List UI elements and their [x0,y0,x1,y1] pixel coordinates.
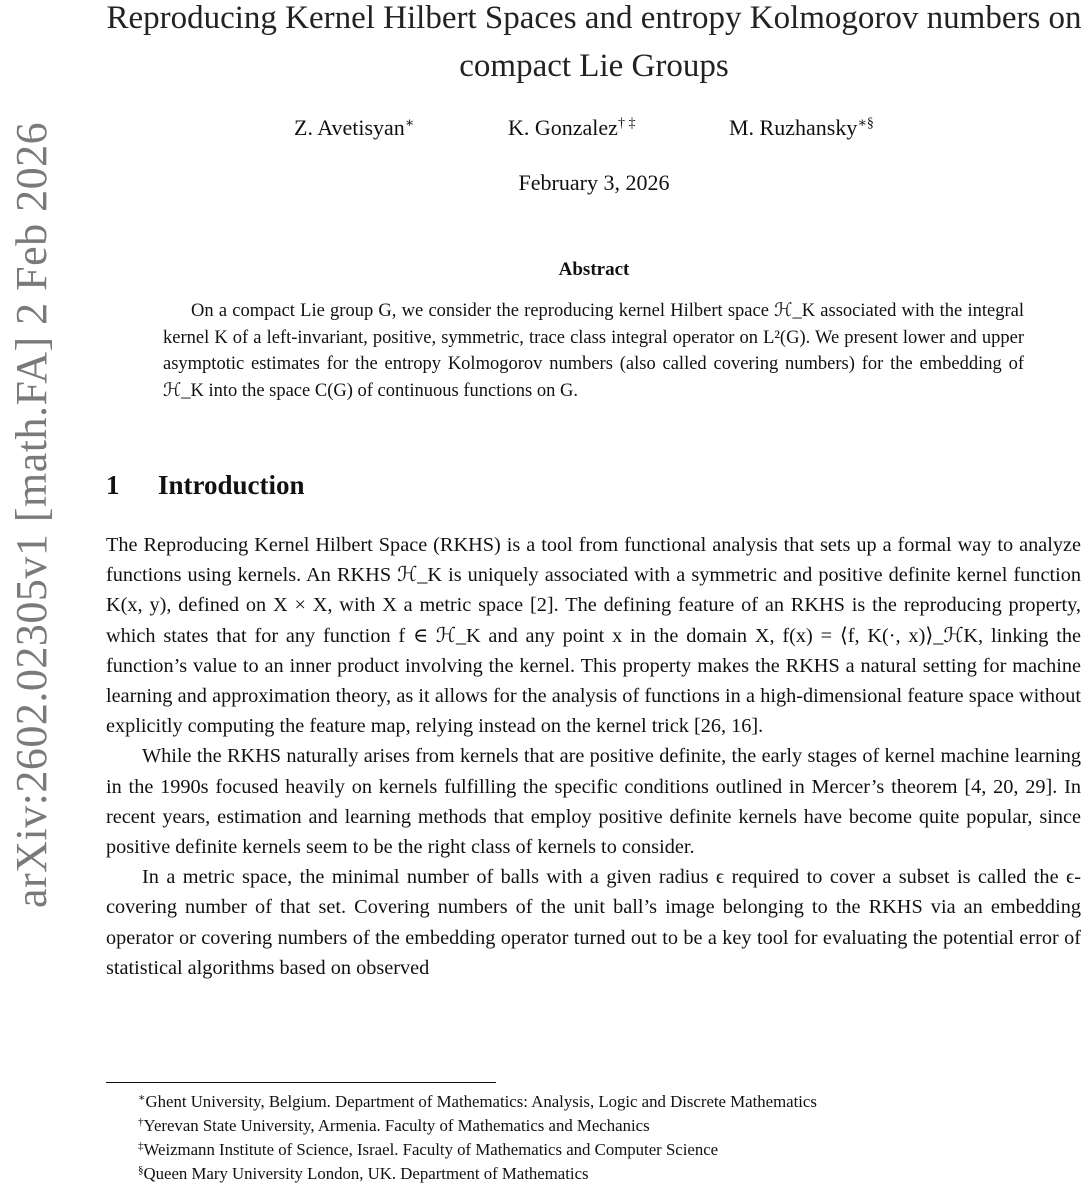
author-marks: † ‡ [617,116,636,131]
footnote [138,1158,1038,1186]
footnote-text: Ghent University, Belgium. Department of Mathematics: Analysis, Logic and Discrete Mathematics [145,1092,817,1111]
arxiv-side-label: arXiv:2602.02305v1 [math.FA] 2 Feb 2026 [7,121,56,908]
paper-title: Reproducing Kernel Hilbert Spaces and entropy Kolmogorov numbers on compact Lie Groups [106,0,1082,84]
section-number: 1 [106,470,120,500]
paragraph: While the RKHS naturally arises from kernels that are positive definite, the early stages of kernel machine learning in the 1990s focused heavily on kernels fulfilling the specific conditions outlined in Mercer’s theorem [4, 20, 29]. In recent years, estimation and learning methods that employ positive definite kernels have become quite popular, since positive definite kernels seem to be the right class of kernels to consider. [106,745,1081,859]
body-text [106,530,1081,983]
footnote-mark: ‡ [138,1140,144,1152]
author-marks: ∗ [404,116,415,131]
footnote-mark: § [138,1164,144,1176]
footnote-mark: † [138,1116,144,1128]
footnote-mark: ∗ [138,1092,146,1104]
paragraph: The Reproducing Kernel Hilbert Space (RKHS) is a tool from functional analysis that sets up a formal way to analyze functions using kernels. An RKHS ℋ_K is uniquely associated with a symmetric and positive definite kernel function K(x, y), defined on X × X, with X a metric space [2]. The defining feature of an RKHS is the reproducing property, which states that for any function f ∈ ℋ_K and any point x in the domain X, f(x) = ⟨f, K(·, x)⟩_ℋK, linking the function’s value to an inner product involving the kernel. This property makes the RKHS a natural setting for machine learning and approximation theory, as it allows for the analysis of functions in a high-dimensional feature space without explicitly computing the feature map, relying instead on the kernel trick [26, 16]. [106,534,1081,738]
abstract-text: On a compact Lie group G, we consider the reproducing kernel Hilbert space ℋ_K associated with the integral kernel K of a left-invariant, positive, symmetric, trace class integral operator on L²(G). We present lower and upper asymptotic estimates for the entropy Kolmogorov numbers (also called covering numbers) for the embedding of ℋ_K into the space C(G) of continuous functions on G. [163,301,1024,401]
footnote-text: Queen Mary University London, UK. Department of Mathematics [143,1164,589,1183]
footnote-text: Yerevan State University, Armenia. Faculty of Mathematics and Mechanics [143,1116,650,1135]
section-heading [106,470,305,501]
abstract-heading: Abstract [558,259,630,280]
paper-date: February 3, 2026 [518,170,670,195]
author-marks: ∗§ [857,116,874,131]
footnote-rule [106,1082,496,1083]
author-list [0,115,1082,147]
footnote-text: Weizmann Institute of Science, Israel. Faculty of Mathematics and Computer Science [143,1140,719,1159]
paragraph: In a metric space, the minimal number of balls with a given radius ϵ required to cover a subset is called the ϵ-covering number of that set. Covering numbers of the unit ball’s image belonging to the RKHS via an embedding operator or covering numbers of the embedding operator turned out to be a key tool for evaluating the potential error of statistical algorithms based on observed [106,866,1081,979]
author-name: K. Gonzalez [508,115,618,140]
author-1 [294,115,414,141]
author-name: M. Ruzhansky [729,115,858,140]
author-2 [508,115,635,141]
section-title: Introduction [158,470,305,500]
author-name: Z. Avetisyan [294,115,405,140]
author-3 [729,115,874,141]
